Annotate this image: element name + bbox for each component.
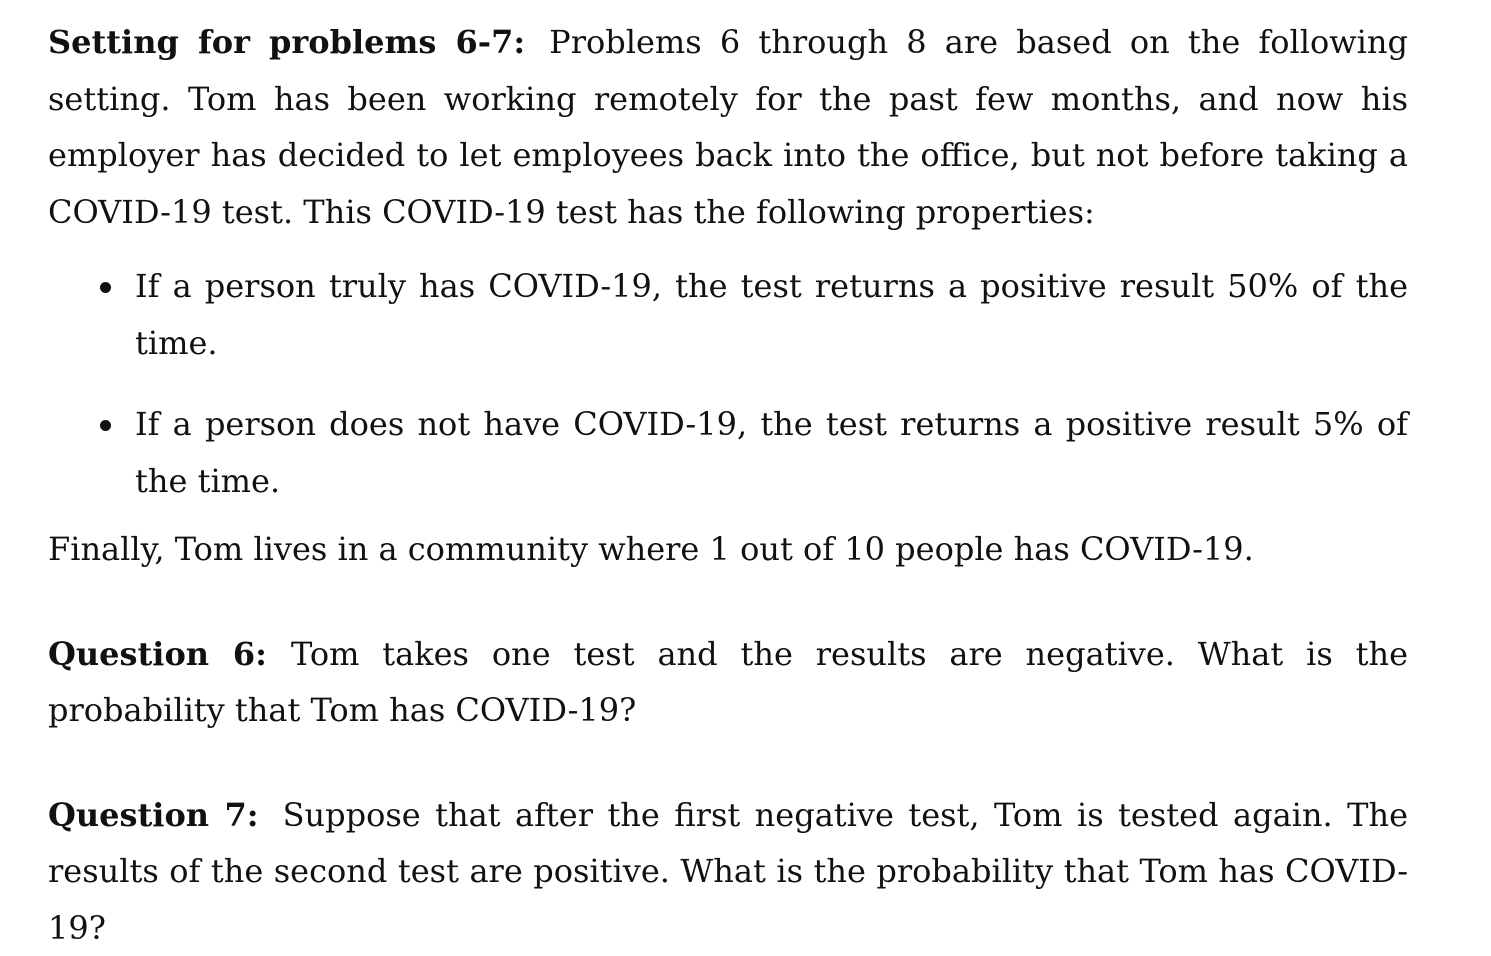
setting-paragraph (48, 14, 1408, 240)
property-text: If a person does not have COVID-19, the test returns a positive result 5% of the time. (135, 405, 1408, 500)
question-6-text: Tom takes one test and the results are negative. What is the probability that Tom has COVID-19? (48, 635, 1408, 730)
bullet-icon (100, 420, 111, 431)
question-7-label: Question 7: (48, 796, 259, 834)
list-item (48, 396, 1408, 509)
community-paragraph: Finally, Tom lives in a community where 1 out of 10 people has COVID-19. (48, 521, 1408, 578)
section-spacer (48, 578, 1408, 626)
question-6-label: Question 6: (48, 635, 267, 673)
question-6 (48, 626, 1408, 739)
section-spacer (48, 739, 1408, 787)
property-text: If a person truly has COVID-19, the test returns a positive result 50% of the time. (135, 267, 1408, 362)
bullet-icon (100, 282, 111, 293)
list-item (48, 258, 1408, 371)
setting-text: Problems 6 through 8 are based on the following setting. Tom has been working remotely for the past few months, and now his employer has decided to let employees back into the office, but not before taking a COVID-19 test. This COVID-19 test has the following properties: (48, 23, 1408, 231)
properties-list (48, 258, 1408, 509)
setting-label: Setting for problems 6-7: (48, 23, 525, 61)
problem-document (48, 14, 1408, 956)
question-7-text: Suppose that after the first negative test, Tom is tested again. The results of the second test are positive. What is the probability that Tom has COVID-19? (48, 796, 1408, 947)
question-7 (48, 787, 1408, 956)
